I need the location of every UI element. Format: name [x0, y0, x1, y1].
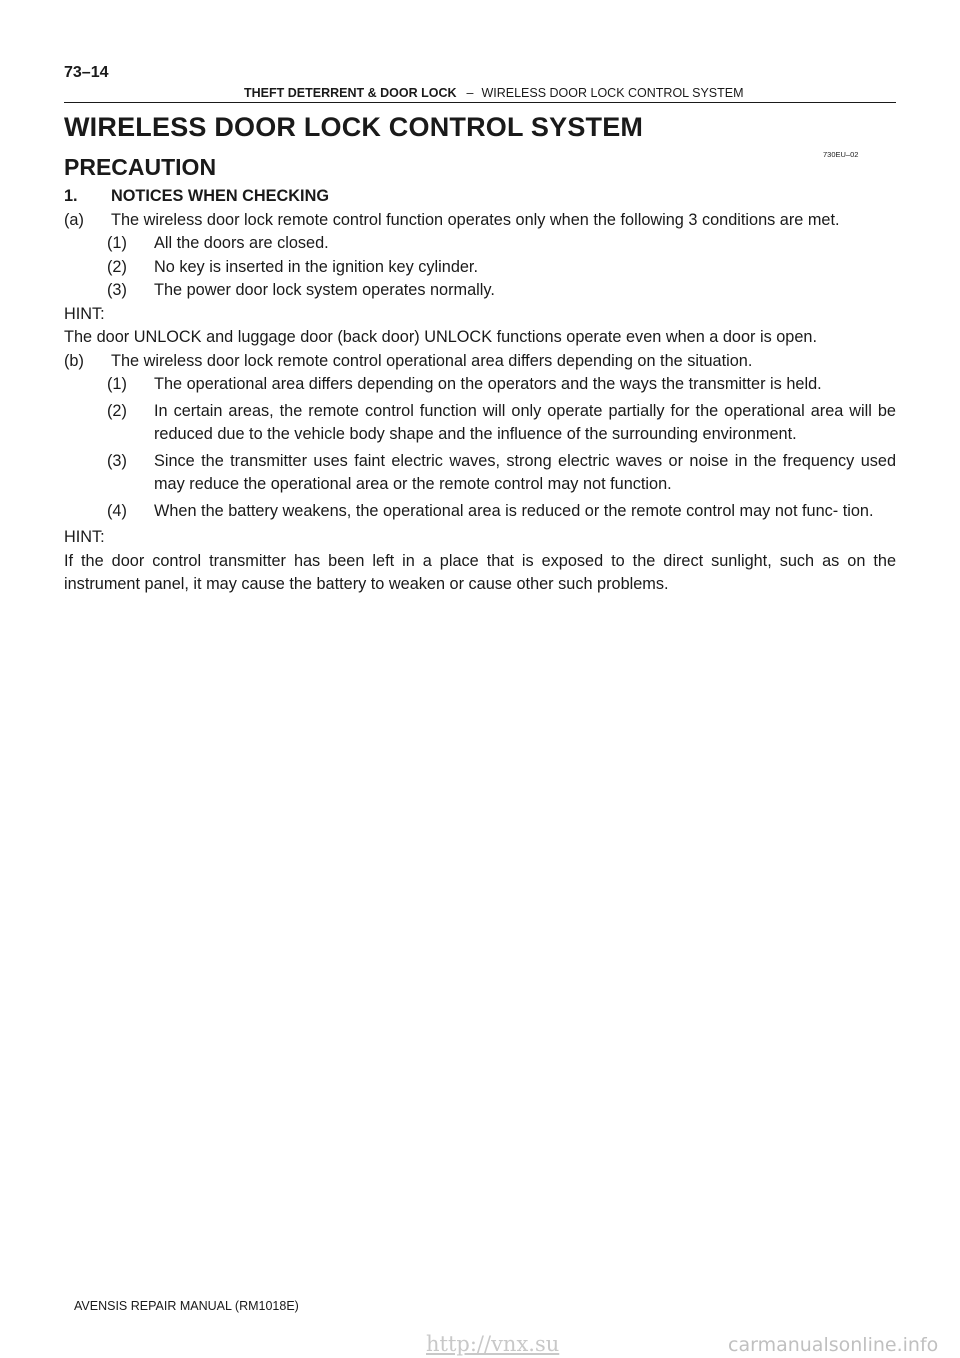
item-b-text: The wireless door lock remote control operational area differs depending on the situation. [111, 351, 753, 370]
item-label: (3) [107, 451, 127, 470]
section-subtitle: PRECAUTION [64, 154, 217, 180]
item-b-4 [64, 500, 896, 524]
item-label: (3) [107, 281, 127, 299]
watermark-link[interactable]: http://vnx.su [426, 1332, 560, 1356]
document-body [64, 185, 896, 597]
item-b [64, 350, 896, 374]
item-a-label: (a) [64, 210, 84, 229]
section-1-heading [64, 185, 896, 209]
running-header [64, 86, 896, 103]
section-1-label: 1. [64, 187, 78, 205]
item-label: (1) [107, 375, 127, 393]
page-number: 73–14 [64, 64, 109, 81]
item-text: The power door lock system operates normally. [154, 281, 495, 299]
header-subsection: WIRELESS DOOR LOCK CONTROL SYSTEM [481, 86, 744, 100]
hint-1-text: The door UNLOCK and luggage door (back door) UNLOCK functions operate even when a door is open. [64, 328, 817, 346]
page-footer: AVENSIS REPAIR MANUAL (RM1018E) [74, 1299, 299, 1313]
item-b-3 [64, 450, 896, 497]
hint-2-text: If the door control transmitter has been left in a place that is exposed to the direct sunlight, such as on the instrument panel, it may cause the battery to weaken or cause other such problems. [64, 551, 896, 593]
watermark-text: carmanualsonline.info [728, 1334, 939, 1356]
item-text: When the battery weakens, the operational area is reduced or the remote control may not func- tion. [154, 501, 874, 520]
item-text: In certain areas, the remote control function will only operate partially for the operational area will be reduced due to the vehicle body shape and the influence of the surrounding environment. [154, 401, 896, 443]
hint-1-label: HINT: [64, 304, 105, 323]
item-label: (2) [107, 257, 127, 276]
item-text: No key is inserted in the ignition key cylinder. [154, 257, 478, 276]
header-dash: – [466, 86, 474, 100]
item-b-2 [64, 400, 896, 447]
item-b-label: (b) [64, 351, 84, 370]
item-label: (4) [107, 501, 127, 520]
document-code: 730EU–02 [823, 150, 859, 159]
hint-2-label: HINT: [64, 528, 105, 546]
item-label: (2) [107, 401, 127, 420]
section-1-title: NOTICES WHEN CHECKING [111, 187, 329, 205]
running-header-text [244, 86, 744, 100]
item-text: Since the transmitter uses faint electric waves, strong electric waves or noise in the frequency used may reduce the operational area or the remote control may not function. [154, 451, 896, 493]
header-section: THEFT DETERRENT & DOOR LOCK [244, 86, 457, 100]
item-a-3 [64, 279, 896, 303]
item-text: The operational area differs depending on the operators and the ways the transmitter is held. [154, 375, 822, 393]
item-b-1 [64, 373, 896, 397]
item-a-text: The wireless door lock remote control function operates only when the following 3 conditions are met. [111, 210, 840, 229]
document-title: WIRELESS DOOR LOCK CONTROL SYSTEM [64, 112, 644, 142]
item-label: (1) [107, 234, 127, 252]
item-a-1 [64, 232, 896, 256]
item-text: All the doors are closed. [154, 234, 329, 252]
item-a [64, 209, 896, 233]
item-a-2 [64, 256, 896, 280]
